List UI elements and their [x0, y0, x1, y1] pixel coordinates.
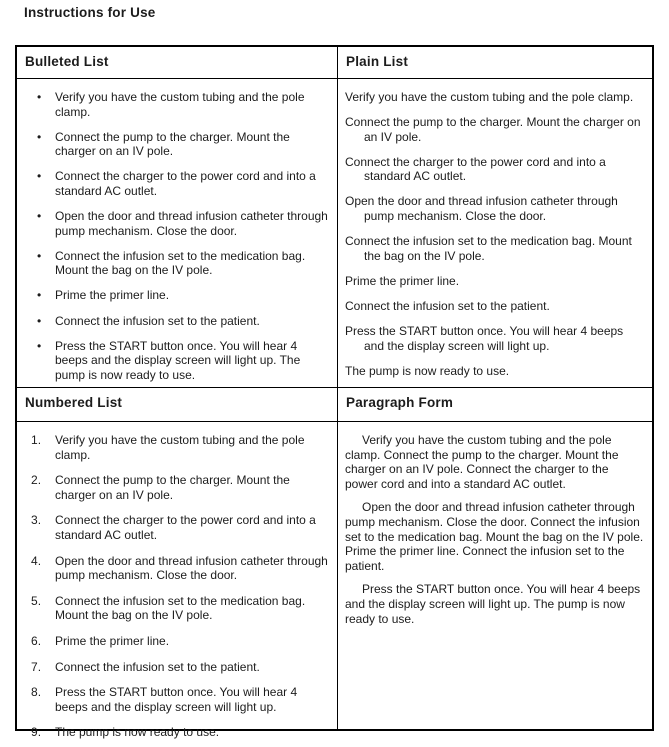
list-item: • Open the door and thread infusion catheter through pump mechanism. Close the door. — [24, 209, 329, 238]
list-item: Press the START button once. You will hear 4 beeps and the display screen will light up. — [55, 685, 298, 714]
list-item: Connect the infusion set to the medication bag. Mount the bag on the IV pole. — [55, 593, 306, 623]
list-item: Verify you have the custom tubing and the pole clamp. — [345, 90, 634, 104]
list-item: Connect the infusion set to the patient. — [345, 298, 550, 313]
header-paragraph-form: Paragraph Form — [337, 387, 652, 421]
numbered-list-cell — [17, 421, 337, 740]
list-item: • Press the START button once. You will hear 4 beeps and the display screen will light up. The pump is now ready to use. — [24, 339, 329, 383]
list-item: Connect the charger to the power cord and into a standard AC outlet. — [55, 513, 316, 542]
header-plain-list: Plain List — [337, 47, 652, 78]
list-item: Open the door and thread infusion catheter through pump mechanism. Close the door. — [345, 194, 618, 224]
list-item: Connect the pump to the charger. Mount the charger on an IV pole. — [55, 473, 290, 502]
list-item: The pump is now ready to use. — [55, 725, 220, 740]
bulleted-list-cell — [17, 78, 337, 387]
list-item: Press the START button once. You will hear 4 beeps and the display screen will light up. The pump is now ready to use. — [345, 582, 641, 626]
list-item: Connect the infusion set to the patient. — [55, 659, 260, 674]
header-numbered-list: Numbered List — [17, 387, 337, 421]
header-bulleted-list: Bulleted List — [25, 54, 109, 69]
list-item: • Connect the infusion set to the medication bag. Mount the bag on the IV pole. — [24, 249, 329, 278]
plain-list-cell — [337, 78, 652, 387]
list-item: Prime the primer line. — [55, 633, 170, 648]
list-item: Verify you have the custom tubing and the pole clamp. — [55, 433, 305, 462]
list-item: • Connect the infusion set to the patient. — [24, 314, 329, 329]
list-item: • Connect the pump to the charger. Mount the charger on an IV pole. — [24, 130, 329, 159]
list-item: Prime the primer line. — [345, 273, 460, 288]
list-item: Connect the pump to the charger. Mount the charger on an IV pole. — [345, 115, 641, 144]
list-item: • Connect the charger to the power cord and into a standard AC outlet. — [24, 169, 329, 198]
list-item: • Prime the primer line. — [24, 288, 329, 303]
list-item: Connect the charger to the power cord and into a standard AC outlet. — [345, 154, 606, 184]
list-item: Press the START button once. You will hear 4 beeps and the display screen will light up. — [345, 324, 624, 353]
page-title: Instructions for Use — [24, 5, 156, 20]
list-item: The pump is now ready to use. — [345, 363, 510, 378]
instructions-table — [15, 45, 654, 740]
paragraph-form-cell — [337, 421, 652, 729]
list-item: Open the door and thread infusion catheter through pump mechanism. Close the door. Connect the infusion set to the medication bag. Mount the bag on the IV pole. Prime the primer line. Connect the infusion set to the patient. — [345, 500, 644, 573]
list-item: • Verify you have the custom tubing and the pole clamp. — [24, 90, 329, 119]
list-item: Open the door and thread infusion catheter through pump mechanism. Close the door. — [55, 553, 328, 583]
list-item: Verify you have the custom tubing and the pole clamp. Connect the pump to the charger. Mount the charger on an IV pole. Connect the charger to the power cord and into a standard AC outlet. — [345, 433, 619, 491]
list-item: Connect the infusion set to the medication bag. Mount the bag on the IV pole. — [345, 234, 632, 263]
